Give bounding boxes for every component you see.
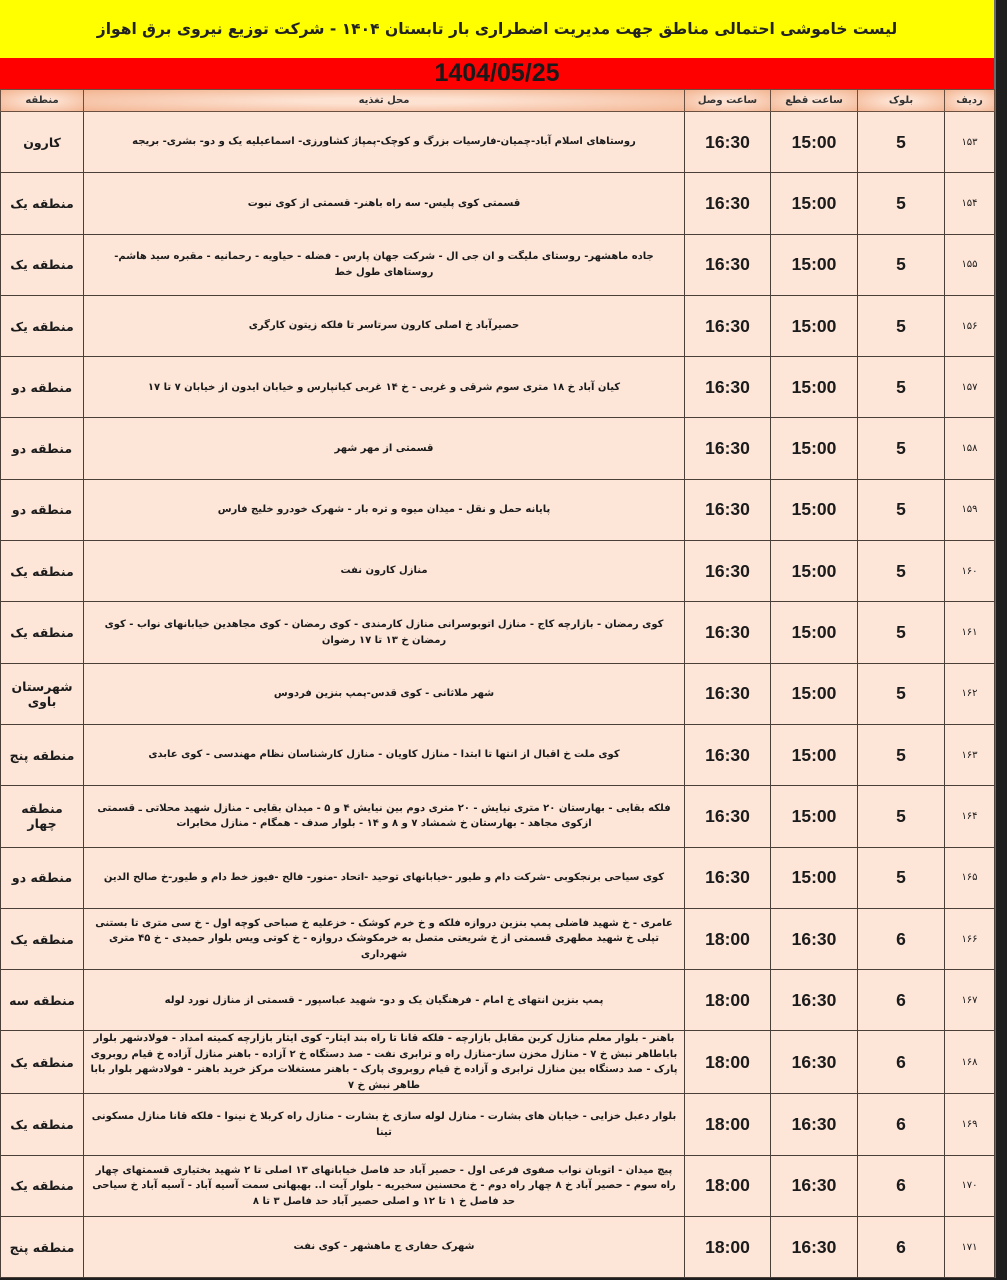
reconnect-time-cell: 16:30 (685, 663, 771, 724)
reconnect-time-cell: 18:00 (685, 970, 771, 1031)
column-header-block: بلوک (858, 90, 945, 112)
row-number-cell: ۱۶۱ (945, 602, 995, 663)
table-row (1, 847, 995, 908)
cut-time-cell: 15:00 (771, 786, 858, 847)
location-cell: پایانه حمل و نقل - میدان میوه و تره بار - شهرک خودرو خلیج فارس (84, 479, 685, 540)
location-cell: کوی ملت خ اقبال از انتها تا ابتدا - منازل کاویان - منازل کارشناسان نظام مهندسی - کوی عابدی (84, 724, 685, 785)
row-number-cell: ۱۷۰ (945, 1155, 995, 1216)
cut-time-cell: 15:00 (771, 357, 858, 418)
row-number-cell: ۱۶۳ (945, 724, 995, 785)
row-number-cell: ۱۵۸ (945, 418, 995, 479)
location-cell: منازل کارون نفت (84, 541, 685, 602)
table-header-row (1, 90, 995, 112)
column-header-location: محل تغذیه (84, 90, 685, 112)
cut-time-cell: 16:30 (771, 1094, 858, 1155)
block-cell: 6 (858, 1155, 945, 1216)
cut-time-cell: 15:00 (771, 418, 858, 479)
cut-time-cell: 15:00 (771, 479, 858, 540)
block-cell: 5 (858, 602, 945, 663)
location-cell: حصیرآباد خ اصلی کارون سرتاسر تا فلکه زیتون کارگری (84, 295, 685, 356)
cut-time-cell: 15:00 (771, 663, 858, 724)
block-cell: 5 (858, 357, 945, 418)
cut-time-cell: 15:00 (771, 112, 858, 173)
cut-time-cell: 15:00 (771, 173, 858, 234)
reconnect-time-cell: 18:00 (685, 1155, 771, 1216)
table-body (1, 112, 995, 1278)
region-cell: منطقه سه (1, 970, 84, 1031)
location-cell: قسمتی از مهر شهر (84, 418, 685, 479)
table-row (1, 1155, 995, 1216)
table-row (1, 908, 995, 969)
row-number-cell: ۱۶۷ (945, 970, 995, 1031)
table-row (1, 1217, 995, 1278)
location-cell: قسمتی کوی پلیس- سه راه باهنر- قسمتی از کوی نبوت (84, 173, 685, 234)
row-number-cell: ۱۵۹ (945, 479, 995, 540)
location-cell: کوی سیاحی برنجکوبی -شرکت دام و طیور -خیابانهای توحید -اتحاد -منور- فالح -فیوز خط دام و طیور-خ صالح الدین (84, 847, 685, 908)
location-cell: شهرک حفاری ج ماهشهر - کوی نفت (84, 1217, 685, 1278)
table-row (1, 234, 995, 295)
cut-time-cell: 16:30 (771, 908, 858, 969)
block-cell: 6 (858, 1217, 945, 1278)
row-number-cell: ۱۶۴ (945, 786, 995, 847)
table-row (1, 418, 995, 479)
reconnect-time-cell: 16:30 (685, 479, 771, 540)
location-cell: کوی رمضان - بازارچه کاج - منازل اتوبوسرانی منازل کارمندی - کوی رمضان - کوی مجاهدین خیابانهای نواب - کوی رمضان خ ۱۳ تا ۱۷ رضوان (84, 602, 685, 663)
region-cell: منطقه دو (1, 847, 84, 908)
cut-time-cell: 16:30 (771, 1217, 858, 1278)
location-cell: باهنر - بلوار معلم منازل کربن مقابل بازارچه - فلکه قانا تا راه بند ایثار- کوی ایثار بازارچه کمیته امداد - فولادشهر بلوار باباطاهر نبش خ ۷ - منازل مخزن ساز-منازل راه و ترابری نفت - صد دستگاه خ ۲ آزاده - باهنر منازل آزاده خ قیام روبروی پارک - صد دستگاه بین منازل ترابری و آزاده خ قیام روبروی پارک - باهنر مستغلات مرکز خرید باهنر - فولادشهر بلوار بابا طاهر نبش خ ۷ (84, 1031, 685, 1094)
block-cell: 5 (858, 847, 945, 908)
location-cell: پمپ بنزین انتهای خ امام - فرهنگیان یک و دو- شهید عباسپور - قسمتی از منازل نورد لوله (84, 970, 685, 1031)
reconnect-time-cell: 16:30 (685, 541, 771, 602)
region-cell: منطقه یک (1, 173, 84, 234)
block-cell: 5 (858, 173, 945, 234)
reconnect-time-cell: 18:00 (685, 908, 771, 969)
table-row (1, 1031, 995, 1094)
reconnect-time-cell: 16:30 (685, 847, 771, 908)
column-header-reconnect-time: ساعت وصل (685, 90, 771, 112)
reconnect-time-cell: 16:30 (685, 234, 771, 295)
region-cell: منطقه یک (1, 1094, 84, 1155)
block-cell: 6 (858, 970, 945, 1031)
row-number-cell: ۱۶۹ (945, 1094, 995, 1155)
location-cell: فلکه بقایی - بهارستان ۲۰ متری نیایش - ۲۰ متری دوم بین نیایش ۴ و ۵ - میدان بقایی - منازل شهید محلاتی ـ قسمتی ازکوی مجاهد - بهارستان خ شمشاد ۷ و ۸ و ۱۴ - بلوار صدف - همگام - منازل مخابرات (84, 786, 685, 847)
block-cell: 5 (858, 786, 945, 847)
column-header-cut-time: ساعت قطع (771, 90, 858, 112)
reconnect-time-cell: 16:30 (685, 602, 771, 663)
cut-time-cell: 16:30 (771, 1031, 858, 1094)
block-cell: 6 (858, 1031, 945, 1094)
region-cell: منطقه دو (1, 418, 84, 479)
region-cell: منطقه یک (1, 908, 84, 969)
table-row (1, 541, 995, 602)
reconnect-time-cell: 18:00 (685, 1031, 771, 1094)
row-number-cell: ۱۶۵ (945, 847, 995, 908)
reconnect-time-cell: 16:30 (685, 112, 771, 173)
region-cell: منطقه یک (1, 541, 84, 602)
page-title: لیست خاموشی احتمالی مناطق جهت مدیریت اضطراری بار تابستان ۱۴۰۴ - شرکت توزیع نیروی برق اهواز (0, 0, 994, 58)
cut-time-cell: 15:00 (771, 724, 858, 785)
table-row (1, 724, 995, 785)
table-row (1, 970, 995, 1031)
table-row (1, 173, 995, 234)
reconnect-time-cell: 18:00 (685, 1217, 771, 1278)
table-row (1, 602, 995, 663)
row-number-cell: ۱۶۸ (945, 1031, 995, 1094)
cut-time-cell: 16:30 (771, 970, 858, 1031)
table-row (1, 663, 995, 724)
region-cell: منطقه یک (1, 602, 84, 663)
location-cell: بلوار دعبل خزایی - خیابان های بشارت - منازل لوله سازی خ بشارت - منازل راه کربلا خ نینوا - فلکه قانا منازل مسکونی تینا (84, 1094, 685, 1155)
outage-table (0, 89, 995, 1278)
row-number-cell: ۱۵۵ (945, 234, 995, 295)
cut-time-cell: 16:30 (771, 1155, 858, 1216)
schedule-date: 1404/05/25 (0, 58, 994, 90)
table-row (1, 357, 995, 418)
region-cell: شهرستان باوی (1, 663, 84, 724)
column-header-region: منطقه (1, 90, 84, 112)
block-cell: 5 (858, 724, 945, 785)
reconnect-time-cell: 16:30 (685, 295, 771, 356)
block-cell: 5 (858, 541, 945, 602)
region-cell: منطقه دو (1, 479, 84, 540)
reconnect-time-cell: 16:30 (685, 357, 771, 418)
region-cell: کارون (1, 112, 84, 173)
reconnect-time-cell: 18:00 (685, 1094, 771, 1155)
reconnect-time-cell: 16:30 (685, 786, 771, 847)
location-cell: عامری - خ شهید فاضلی پمپ بنزین دروازه فلکه و خ خرم کوشک - خزعلیه خ صباحی کوچه اول - خ سی متری تا بستنی تپلی خ شهید مطهری قسمتی از خ شریعتی متصل به خرمکوشک دروازه - خ کوتی ویس بلوار حمیدی - خ ۴۵ متری شهرداری (84, 908, 685, 969)
block-cell: 5 (858, 418, 945, 479)
location-cell: روستاهای اسلام آباد-چمیان-فارسیات بزرگ و کوچک-پمپاژ کشاورزی- اسماعیلیه یک و دو- بشری- بریجه (84, 112, 685, 173)
block-cell: 6 (858, 1094, 945, 1155)
region-cell: منطقه چهار (1, 786, 84, 847)
location-cell: جاده ماهشهر- روستای ملیگت و ان جی ال - شرکت جهان پارس - فضله - حیاویه - رحمانیه - مقبره سید هاشم- روستاهای طول خط (84, 234, 685, 295)
cut-time-cell: 15:00 (771, 847, 858, 908)
region-cell: منطقه یک (1, 234, 84, 295)
row-number-cell: ۱۵۶ (945, 295, 995, 356)
cut-time-cell: 15:00 (771, 602, 858, 663)
block-cell: 5 (858, 479, 945, 540)
reconnect-time-cell: 16:30 (685, 724, 771, 785)
reconnect-time-cell: 16:30 (685, 418, 771, 479)
location-cell: شهر ملاثانی - کوی قدس-پمپ بنزین فردوس (84, 663, 685, 724)
region-cell: منطقه پنج (1, 1217, 84, 1278)
cut-time-cell: 15:00 (771, 234, 858, 295)
row-number-cell: ۱۷۱ (945, 1217, 995, 1278)
row-number-cell: ۱۵۷ (945, 357, 995, 418)
table-row (1, 786, 995, 847)
region-cell: منطقه دو (1, 357, 84, 418)
cut-time-cell: 15:00 (771, 541, 858, 602)
table-row (1, 295, 995, 356)
location-cell: پیچ میدان - اتوبان نواب صفوی فرعی اول - حصیر آباد حد فاصل خیابانهای ۱۳ اصلی تا ۲ شهید بختیاری قسمتهای چهار راه سوم - حصیر آباد خ ۸ چهار راه دوم - خ محسنین سخیریه - بلوار آیت ا.. بهبهانی سمت آسیه آباد - آسیه آباد خ سیاحی حد فاصل خ ۱ تا ۱۲ و اصلی حصیر آباد حد فاصل ۳ تا ۸ (84, 1155, 685, 1216)
row-number-cell: ۱۶۲ (945, 663, 995, 724)
region-cell: منطقه یک (1, 295, 84, 356)
table-row (1, 479, 995, 540)
region-cell: منطقه یک (1, 1031, 84, 1094)
table-row (1, 112, 995, 173)
block-cell: 5 (858, 234, 945, 295)
block-cell: 5 (858, 295, 945, 356)
row-number-cell: ۱۶۶ (945, 908, 995, 969)
row-number-cell: ۱۵۳ (945, 112, 995, 173)
row-number-cell: ۱۶۰ (945, 541, 995, 602)
region-cell: منطقه یک (1, 1155, 84, 1216)
reconnect-time-cell: 16:30 (685, 173, 771, 234)
row-number-cell: ۱۵۴ (945, 173, 995, 234)
block-cell: 5 (858, 663, 945, 724)
location-cell: کیان آباد خ ۱۸ متری سوم شرقی و غربی - خ ۱۴ غربی کیانپارس و خیابان ایدون از خیابان ۷ تا ۱۷ (84, 357, 685, 418)
column-header-row-number: ردیف (945, 90, 995, 112)
block-cell: 5 (858, 112, 945, 173)
region-cell: منطقه پنج (1, 724, 84, 785)
table-row (1, 1094, 995, 1155)
block-cell: 6 (858, 908, 945, 969)
cut-time-cell: 15:00 (771, 295, 858, 356)
